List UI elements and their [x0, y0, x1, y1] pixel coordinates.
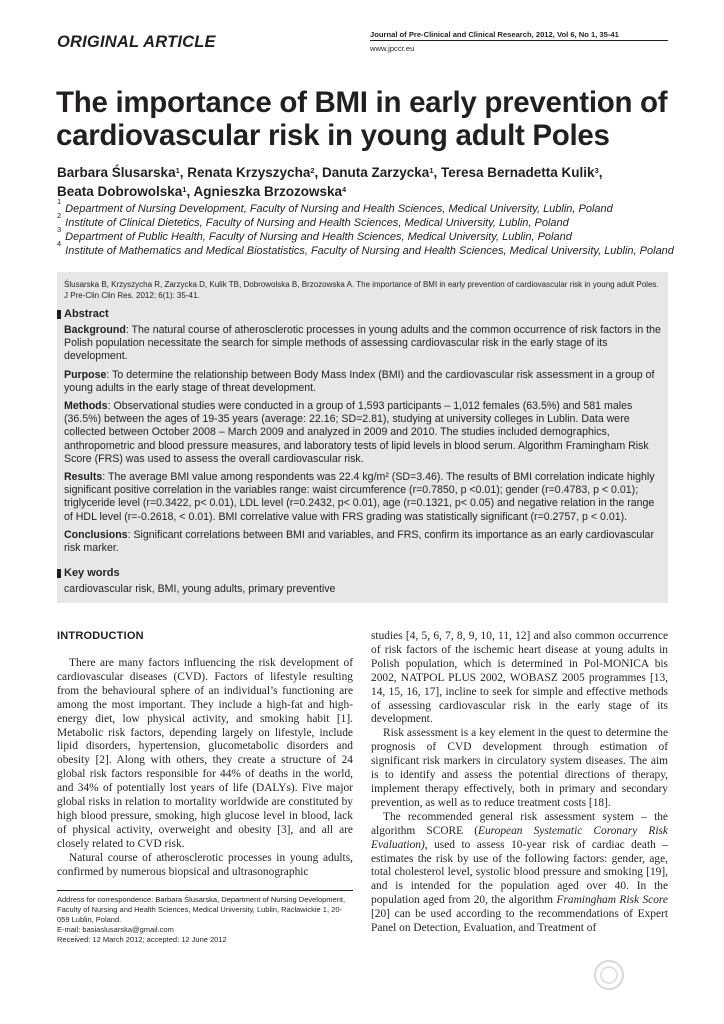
- author: Teresa Bernadetta Kulik$^3$,: [441, 165, 603, 180]
- journal-citation-header: Journal of Pre-Clinical and Clinical Research, 2012, Vol 6, No 1, 35-41: [370, 30, 619, 39]
- section-marker-icon: [57, 569, 61, 578]
- body-paragraph: There are many factors influencing the risk development of cardiovascular diseases (CVD). Factors of lifestyle resulting from the behavioural sphere of an individual’s functioning are among the most important. They include a high-fat and high-energy diet, low physical activity, and smoking habit [1]. Metabolic risk factors, depending largely on lifestyle, include lipid disorders, hypertension, glucometabolic disorders and obesity [2]. Along with others, they create a structure of 24 global risk factors responsible for 44% of deaths in the world, and 34% of potentially lost years of life (DALYs). Five major global risks in relation to mortality worldwide are constituted by high blood pressure, smoking, high glucose level in blood, lack of physical activity, overweight and obesity [3], and all are closely related to CVD risk.: [57, 657, 353, 850]
- author: Danuta Zarzycka$^1$,: [322, 165, 441, 180]
- header-rule: [370, 40, 668, 41]
- section-marker-icon: [57, 310, 61, 319]
- correspondence-address: Address for correspondence: Barbara Ślusarska, Department of Nursing Development, Faculty of Nursing and Health Sciences, Medical University, Lublin, Racławickie 1, 20-059 Lublin, Poland.: [57, 895, 346, 924]
- body-paragraph: studies [4, 5, 6, 7, 8, 9, 10, 11, 12] and also common occurrence of risk factors of the ischemic heart disease at young adults in Polish population, which is determined in Pol-MONICA bis 2002, NATPOL PLUS 2002, WOBASZ 2005 programmes [13, 14, 15, 16, 17], incline to seek for simple and effective methods of assessing cardiovascular risk in the early stage of its development.: [371, 630, 668, 726]
- journal-website: www.jpccr.eu: [370, 44, 415, 53]
- article-type-label: ORIGINAL ARTICLE: [57, 33, 216, 51]
- author-list: [57, 163, 657, 201]
- abstract-results: Results: The average BMI value among respondents was 22.4 kg/m² (SD=3.46). The results of BMI correlation indicate highly significant positive correlation in the variables range: waist circumference (r=0.7850, p <0.01); gender (r=0.4783, p < 0.01); triglyceride level (r=0.3422, p< 0.01), LDL level (r=0.2432, p< 0.01), age (r=0.1321, p< 0.05) and negative relation in the range of HDL level (r=-0.2618, < 0.01). BMI correlative value with FRS grading was statistically significant (r=0.2757, p < 0.01).: [64, 471, 655, 523]
- correspondence-email: E-mail: basiaslusarska@gmail.com: [57, 925, 174, 934]
- abstract-methods: Methods: Observational studies were conducted in a group of 1,593 participants – 1,012 females (63.5%) and 581 males (36.5%) between the ages of 19-35 years (average: 22.16; SD=2.81), studying at university colleges in Lublin. Data were collected between October 2008 – March 2009 and analyzed in 2009 and 2010. The studies included demographics, anthropometric and blood pressure measures, and laboratory tests of lipid levels in blood serum. Algorithm Framingham Risk Score (FRS) was used to assess the overall cardiovascular risk.: [64, 400, 649, 465]
- abstract-body: [64, 324, 661, 560]
- body-paragraph: Risk assessment is a key element in the quest to determine the prognosis of CVD development through estimation of significant risk markers in circulatory system diseases. The aim is to identify and assess the potential directions of therapy, implement therapy effectively, both in primary and secondary prevention, as well as to reduce treatment costs [18].: [371, 727, 668, 809]
- affiliation: 2 Institute of Clinical Dietetics, Faculty of Nursing and Health Sciences, Medical University, Lublin, Poland: [57, 211, 569, 229]
- introduction-heading: INTRODUCTION: [57, 630, 144, 642]
- received-dates: Received: 12 March 2012; accepted: 12 June 2012: [57, 935, 227, 944]
- body-paragraph: Natural course of atherosclerotic processes in young adults, confirmed by numerous biopsical and ultrasonographic: [57, 851, 353, 878]
- author: Agnieszka Brzozowska$^4$: [193, 184, 347, 199]
- right-column: [371, 630, 668, 936]
- abstract-heading: Abstract: [57, 308, 109, 320]
- affiliation: 4 Institute of Mathematics and Medical Biostatistics, Faculty of Nursing and Health Sciences, Medical University, Lublin, Poland: [57, 239, 674, 257]
- how-to-cite: Ślusarska B, Krzyszycha R, Zarzycka D, Kulik TB, Dobrowolska B, Brzozowska A. The importance of BMI in early prevention of cardiovascular risk in young adult Poles. J Pre-Clin Clin Res. 2012; 6(1): 35-41.: [64, 280, 659, 300]
- left-column: [57, 657, 353, 880]
- correspondence-footnote: [57, 895, 353, 935]
- affiliation: 3 Department of Public Health, Faculty of Nursing and Health Sciences, Medical University, Lublin, Poland: [57, 225, 572, 243]
- article-title: The importance of BMI in early prevention of cardiovascular risk in young adult Poles: [56, 86, 668, 152]
- affiliation: 1 Department of Nursing Development, Faculty of Nursing and Health Sciences, Medical University, Lublin, Poland: [57, 197, 613, 215]
- watermark-logo-icon: [592, 958, 626, 992]
- affiliation-list: [57, 197, 697, 258]
- author: Barbara Ślusarska$^1$,: [57, 165, 188, 180]
- abstract-background: Background: The natural course of atherosclerotic processes in young adults and the common occurrence of risk factors in the Polish population necessitate the search for simple methods of assessing cardiovascular risk in the early stage of its development.: [64, 324, 661, 363]
- author: Beata Dobrowolska$^1$,: [57, 184, 194, 199]
- abstract-purpose: Purpose: To determine the relationship between Body Mass Index (BMI) and the cardiovascular risk assessment in a group of young adults in the early stage of threat development.: [64, 368, 655, 394]
- footnote-rule: [57, 890, 353, 891]
- keywords-text: cardiovascular risk, BMI, young adults, primary preventive: [64, 583, 336, 595]
- abstract-conclusions: Conclusions: Significant correlations between BMI and variables, and FRS, confirm its importance as an early cardiovascular risk marker.: [64, 528, 654, 555]
- author: Renata Krzyszycha$^2$,: [187, 165, 323, 180]
- keywords-heading: Key words: [57, 567, 120, 579]
- body-paragraph: The recommended general risk assessment system – the algorithm SCORE (European Systematic Coronary Risk Evaluation), used to assess 10-year risk of cardiac death – estimates the risk by use of the following factors: gender, age, total cholesterol level, systolic blood pressure and smoking [19], and is intended for the population aged over 40. In the population aged from 20, the algorithm Framingham Risk Score [20] can be used according to the recommendations of Expert Panel on Detection, Evaluation, and Treatment of: [371, 810, 668, 935]
